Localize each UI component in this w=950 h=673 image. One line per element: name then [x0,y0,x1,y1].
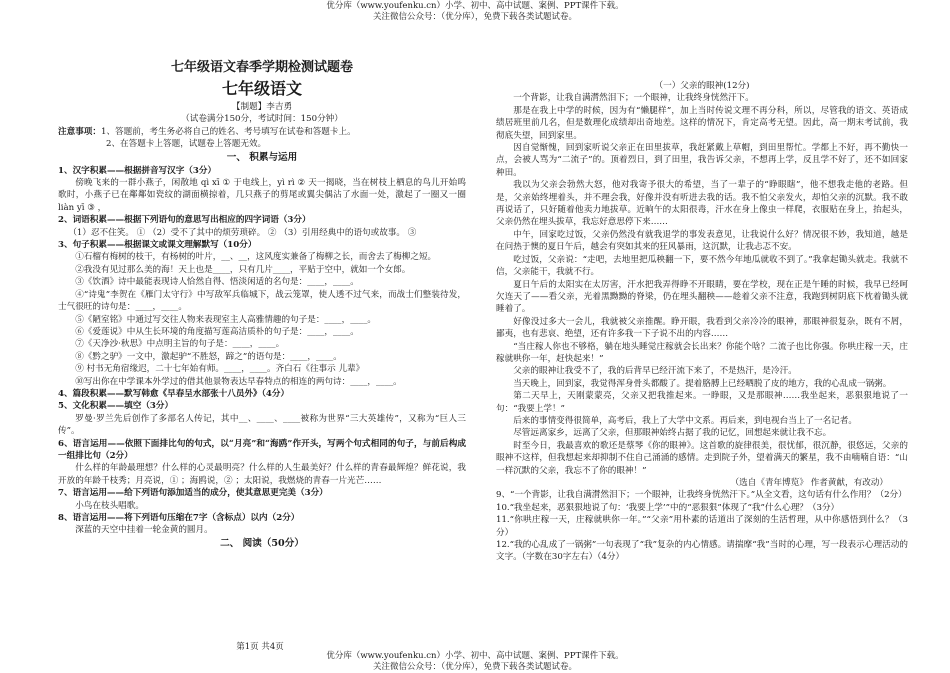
passage-paragraph-10: 父亲的眼神让我受不了，我的后背早已经汗流下来了，不是热汗，是冷汗。 [513,366,797,377]
question-4-heading: 4、篇段积累——默写韩愈《早春呈水部张十八员外》（4分） [58,388,290,399]
left-column [58,55,466,551]
passage-paragraph-15: 时至今日，我最喜欢的歌还是蔡琴《你的眼神》。这首歌的旋律很美，很忧郁，很沉静，很悠远，父亲的眼神不这样，但我想起来却抑制不住自己涌涌的感情。走到院子外，望着满天的繁星，我不由喃喃自语：“山一样沉默的父亲，我忘不了你的眼神！” [496,440,908,476]
question-6-heading: 6、语言运用——依照下面排比句的句式，以“月亮”和“海鸥”作开头，写两个句式相同的句子，与前后构成一组排比句（2分） [58,438,466,461]
question-3-item-6: ⑥《爱莲说》中从生长环境的角度描写莲高洁质朴的句子是：____，____。 [75,326,359,337]
passage-paragraph-5: 中午，回家吃过饭，父亲仍然没有就我退学的事发表意见，让我说什么好？情况很不妙，我知道，越是在问热于懊的夏日午后，越会有突如其来的狂风暴雨，这沉默，让我忐忑不安。 [496,229,908,253]
question-10: 10.“我坐起来，恶狠狠地说了句：‘我要上学’”中的“恶狠狠”体现了“我”什么心理？（3分） [496,502,840,513]
question-2-body: （1）忍不住笑。 ① （2）受不了其中的烦劳琐碎。 ② （3）引用经典中的语句或故事。 ③ [68,227,417,238]
passage-paragraph-4: 我以为父亲会勃然大怒，他对我寄予很大的希望，当了一辈子的“睁眼瞎”，他不想我走他的老路。但是，父亲始终埋着头，并不理会我，好像并没有听进去我的话。我不怕父亲发火，却怕父亲的沉默。我不敢再说话了，只好随着他卖力地拔草。近晌午的太阳很毒，汗水在身上像虫一样爬，衣服贴在身上，抬起头，父亲仍然在埋头拔草，我忘好意思停下来…… [496,180,908,228]
question-2-heading: 2、词语积累——根据下列语句的意思写出相应的四字词语（3分） [58,215,311,226]
passage-title: （一）父亲的眼神(12分) [654,81,750,91]
section-2-heading: 二、 阅读（50分） [220,537,304,549]
passage-paragraph-11: 当天晚上，回到家，我觉得浑身骨头都酸了。提着胳膊上已经晒脱了皮的地方，我的心乱成一锅粥。 [513,378,892,389]
question-5-body: 罗曼·罗兰先后创作了多部名人传记，其中__、____、____被称为世界“三大英雄传”，又称为“巨人三传”。 [58,413,466,437]
question-3-item-4: ④“诗鬼”李贺在《雁门太守行》中写敌军兵临城下，战云笼罩，使人透不过气来，而战士们整装待发，士气很旺的诗句是：____，____。 [58,289,466,313]
passage-source: （选自《青年博览》 作者黄献，有改动） [730,478,888,488]
question-8-heading: 8、语言运用——将下列语句压缩在7字（含标点）以内（2分） [58,513,300,523]
subject-title: 七年级语文 [221,79,302,98]
notice-item-1: 1、答题前，考生务必将自己的姓名、考号填写在试卷和答题卡上。 [100,126,356,137]
passage-paragraph-1: 一个背影，让我自满潸然泪下；一个眼神，让我终身恍然汗下。 [513,93,754,104]
question-3-item-7: ⑦《天净沙·秋思》中点明主旨的句子是：____，____。 [75,339,285,350]
question-6-body: 什么样的年龄最理想？什么样的心灵最明亮？什么样的人生最美好？什么样的青春最辉煌？鲜花说，我开放的年龄千枝秀；月亮说，① ；海鸥说，② ；太阳说，我燃烧的青春一片光芒…… [58,463,466,486]
passage-paragraph-7: 夏日午后的太阳实在太厉害，汗水把我弄得睁不开眼睛，要在学校，现在正是午睡的时候，我早已经呵欠连天了——看父亲，光着黑黝黝的脊梁，仍在埋头翻秧——趁着父亲不注意，我跑到树阴底下枕着锄头就睡着了。 [496,279,908,315]
exam-title: 七年级语文春季学期检测试题卷 [170,60,353,75]
passage-paragraph-9: “当庄稼人你也不够格，躺在地头睡觉庄稼就会长出来？你能个啥？二流子也比你强。你哄庄稼一天，庄稼就哄你一年，赶快起来！” [496,341,908,364]
notice-block [58,126,466,138]
question-3-heading: 3、句子积累——根据课文或课文理解默写（10分） [58,240,257,251]
exam-info: （试卷满分150分，考试时间：150分钟） [181,114,343,125]
right-column [496,80,908,564]
question-1-heading: 1、汉字积累——根据拼音写汉字（3分） [58,165,217,176]
question-3-item-2: ②我没有见过那么美的海！天上也是____，只有几片____，平贴于空中，就如一个女郎。 [75,264,411,275]
author-line: 【制题】李吉勇 [231,102,293,112]
question-3-item-8: ⑧《黔之驴》一文中，激起驴“不胜怒，蹄之”的语句是：____，____。 [75,351,342,362]
question-3-item-5: ⑤《陋室铭》中通过写交往人物来表现室主人高雅情趣的句子是：____，____。 [75,314,376,325]
passage-paragraph-14: 尽管远离家乡，远离了父亲，但那眼神始终占据了我的记忆，回想起来就让我不忘。 [513,428,832,439]
notice-label: 注意事项： [58,126,101,137]
question-7-body: 小鸟在枝头唱歌。 [75,500,144,511]
notice-item-2: 2、在答题卡上答题，试题卷上答题无效。 [106,139,267,150]
header-line-1: 优分库（www.youfenku.cn）小学、初中、高中试题、案例、PPT课件下载。 [326,1,624,11]
header-line-2: 关注微信公众号：（优分库），免费下载各类试题试卷。 [372,12,577,22]
passage-paragraph-3: 因自觉惭愧，回到家听说父亲正在田里拔草，我赶紧戴上草帽，到田里帮忙。学都上不好，再不勤快一点，会被人骂为“二流子”的。顶着烈日，到了田里，我告诉父亲，不想再上学，反且学不好了，还不如回家种田。 [496,143,908,178]
passage-paragraph-8: 好像没过多大一会儿，我就被父亲推醒。睁开眼，我看到父亲冷冷的眼神，那眼神很复杂，既有不屑，鄙夷，也有悲哀、绝望，还有许多我一下子说不出的内容…… [496,316,908,340]
question-3-item-9: ⑨ 村书无角宿缘迟，二十七年始有师。____，____。齐白石《往事示 儿辈》 [75,364,365,375]
passage-paragraph-12: 第二天早上，天刚蒙蒙亮，父亲又把我推起来。一睁眼，又是那眼神……我坐起来，恶狠狠地说了一句：“我要上学！” [496,391,908,414]
question-3-item-10: ⑩写出你在中学课本外学过的借其他景物表达早春特点的相连的两句诗：____，____。 [75,376,402,387]
footer-line-1: 优分库（www.youfenku.cn）小学、初中、高中试题、案例、PPT课件下载。 [326,651,624,661]
question-11: 11.“你哄庄稼一天，庄稼就哄你一年。”“父亲”用朴素的话道出了深刻的生活哲理，从中你感悟到什么？（3分） [496,515,908,538]
passage-paragraph-13: 后来的事情变得很简单，高考后，我上了大学中文系。再后来，到电视台当上了一名记者。 [513,415,857,426]
question-1-body: 傍晚飞来的一群小燕子，闲散地 qì xī ① 于电线上，yì rì ② 天一揭晓，当在树枝上栖息的鸟儿开始鸣歌时，小燕子已在鄰鄰如瓷纹的湖面横掠着，几只燕子的剪尾或翼尖偶沾了水面一处，激起了一圈又一圈 liàn yī ③ ， [58,178,466,213]
page-header [0,1,950,23]
question-3-item-3: ③《饮酒》诗中最能表现诗人恰然自得、悟淡闲适的名句是：____，____。 [75,277,359,288]
question-9: 9、“一个背影，让我自满潸然泪下；一个眼神，让我终身恍然汗下。”从全文看，这句话有什么作用？（2分） [496,490,907,501]
question-8-body: 深蓝的天空中挂着一轮金黄的圆月。 [75,525,213,536]
question-12: 12.“我的心乱成了一锅粥”一句表现了“我”复杂的内心情感。请揣摩“我”当时的心理，写一段表示心理活动的文字。（字数在30字左右）（4分） [496,540,908,563]
page-number: 第1页 共4页 [236,642,284,652]
section-1-heading: 一、 积累与运用 [226,151,298,163]
question-5-heading: 5、文化积累——填空（3分） [58,401,174,412]
passage-paragraph-6: 吃过饭，父亲说：“走吧，去地里把瓜秧翻一下，要不然今年地瓜就收不到了。”我拿起锄头就走。我就不信，父亲能干，我就不行。 [496,254,908,278]
footer-line-2: 关注微信公众号：（优分库），免费下载各类试题试卷。 [372,662,577,672]
page-footer [0,651,950,673]
question-3-item-1: ①石榴有梅树的枝干，有杨树的叶片，__、__，这风度实兼备了梅柳之长，而舍去了梅柳之短。 [75,252,437,263]
question-7-heading: 7、语言运用——给下列语句添加适当的成分，使其意思更完美（3分） [58,488,328,499]
passage-paragraph-2: 那是在我上中学的时候，因为有“懒腿样”，加上当时传说文理不再分科，所以，尽管我的语文、英语成绩居班里前几名，但是数理化成绩却出奇地差。这样的情况下，肯定高考无望。因此，高一期末考试前，我彻底失望，回到家里。 [496,105,908,141]
